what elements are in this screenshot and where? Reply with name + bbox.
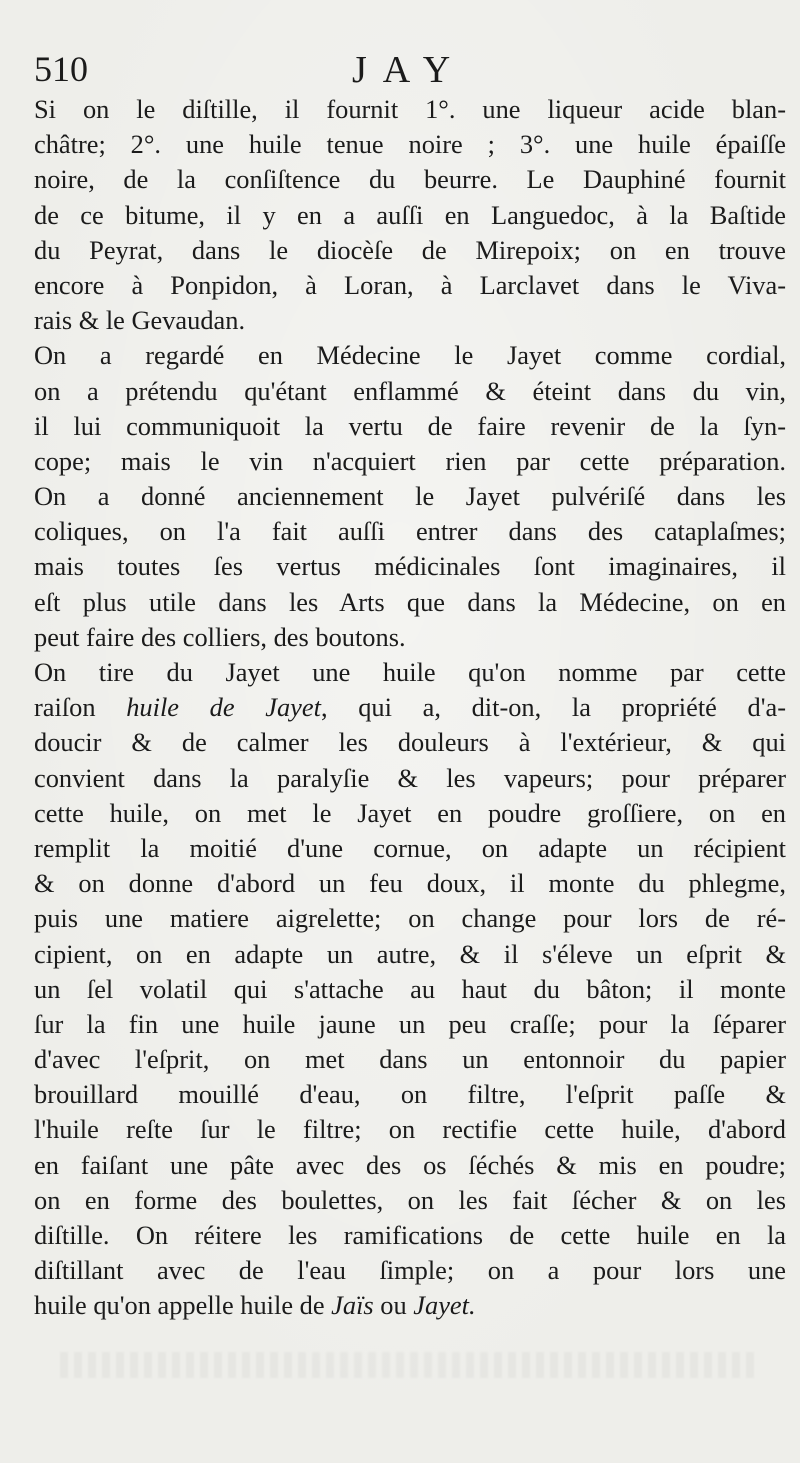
text-line: doucir & de calmer les douleurs à l'extérieur, & qui (34, 727, 786, 758)
text-line: en faiſant une pâte avec des os ſéchés & mis en poudre; (34, 1149, 786, 1180)
text-line: brouillard mouillé d'eau, on filtre, l'eſprit paſſe & (34, 1079, 786, 1110)
text-line: & on donne d'abord un feu doux, il monte du phlegme, (34, 868, 786, 899)
text-line: On tire du Jayet une huile qu'on nomme par cette (34, 657, 786, 687)
text-line: de ce bitume, il y en a auſſi en Languedoc, à la Baſtide (34, 199, 786, 230)
text-run: raiſon (34, 692, 127, 723)
page-number: 510 (34, 49, 88, 89)
text-line: eſt plus utile dans les Arts que dans la Médecine, on en (34, 586, 786, 617)
text-line: cette huile, on met le Jayet en poudre groſſiere, on en (34, 797, 786, 828)
text-line: encore à Ponpidon, à Loran, à Larclavet dans le Viva- (34, 269, 786, 300)
text-line: Si on le diſtille, il fournit 1°. une liqueur acide blan- (34, 94, 786, 124)
text-line: cope; mais le vin n'acquiert rien par cette préparation. (34, 445, 786, 476)
text-line: d'avec l'eſprit, on met dans un entonnoir du papier (34, 1044, 786, 1075)
text-line: remplit la moitié d'une cornue, on adapte un récipient (34, 832, 786, 863)
text-line: puis une matiere aigrelette; on change pour lors de ré- (34, 903, 786, 934)
text-line: peut faire des colliers, des boutons. (34, 621, 406, 652)
text-line: du Peyrat, dans le diocèſe de Mirepoix; on en trouve (34, 234, 786, 265)
text-line: diſtillant avec de l'eau ſimple; on a pour lors une (34, 1255, 786, 1286)
page-header (34, 48, 780, 94)
text-line: On a donné anciennement le Jayet pulvériſé dans les (34, 481, 786, 512)
text-line: mais toutes ſes vertus médicinales ſont imaginaires, il (34, 551, 786, 582)
show-through-text (60, 1352, 760, 1378)
italic-text: Jayet. (413, 1290, 476, 1321)
text-line: diſtille. On réitere les ramifications de cette huile en la (34, 1220, 786, 1250)
text-line: il lui communiquoit la vertu de faire revenir de la ſyn- (34, 410, 786, 441)
text-line: on a prétendu qu'étant enflammé & éteint dans du vin, (34, 375, 786, 406)
text-line (34, 1288, 786, 1323)
text-line: châtre; 2°. une huile tenue noire ; 3°. une huile épaiſſe (34, 129, 786, 160)
text-line: noire, de la conſiſtence du beurre. Le Dauphiné fournit (34, 164, 786, 195)
body-text (34, 92, 786, 1324)
text-run: , qui a, dit-on, la propriété d'a- (320, 692, 787, 723)
text-line: coliques, on l'a fait auſſi entrer dans des cataplaſmes; (34, 516, 786, 547)
text-line: convient dans la paralyſie & les vapeurs; pour préparer (34, 762, 786, 793)
text-run: huile qu'on appelle huile de (34, 1290, 332, 1321)
text-line: ſur la fin une huile jaune un peu craſſe; pour la ſéparer (34, 1008, 786, 1039)
text-run: ou (373, 1290, 414, 1321)
text-line: un ſel volatil qui s'attache au haut du bâton; il monte (34, 973, 786, 1004)
text-line: rais & le Gevaudan. (34, 305, 246, 336)
running-head: JAY (352, 49, 467, 91)
text-line: cipient, on en adapte un autre, & il s'éleve un eſprit & (34, 938, 786, 969)
text-line: l'huile reſte ſur le filtre; on rectifie cette huile, d'abord (34, 1114, 786, 1145)
italic-text: huile de Jayet (126, 692, 321, 723)
text-line: on en forme des boulettes, on les fait ſécher & on les (34, 1184, 786, 1215)
text-line (34, 690, 786, 725)
text-line: On a regardé en Médecine le Jayet comme cordial, (34, 340, 786, 371)
italic-text: Jaïs (331, 1290, 374, 1321)
